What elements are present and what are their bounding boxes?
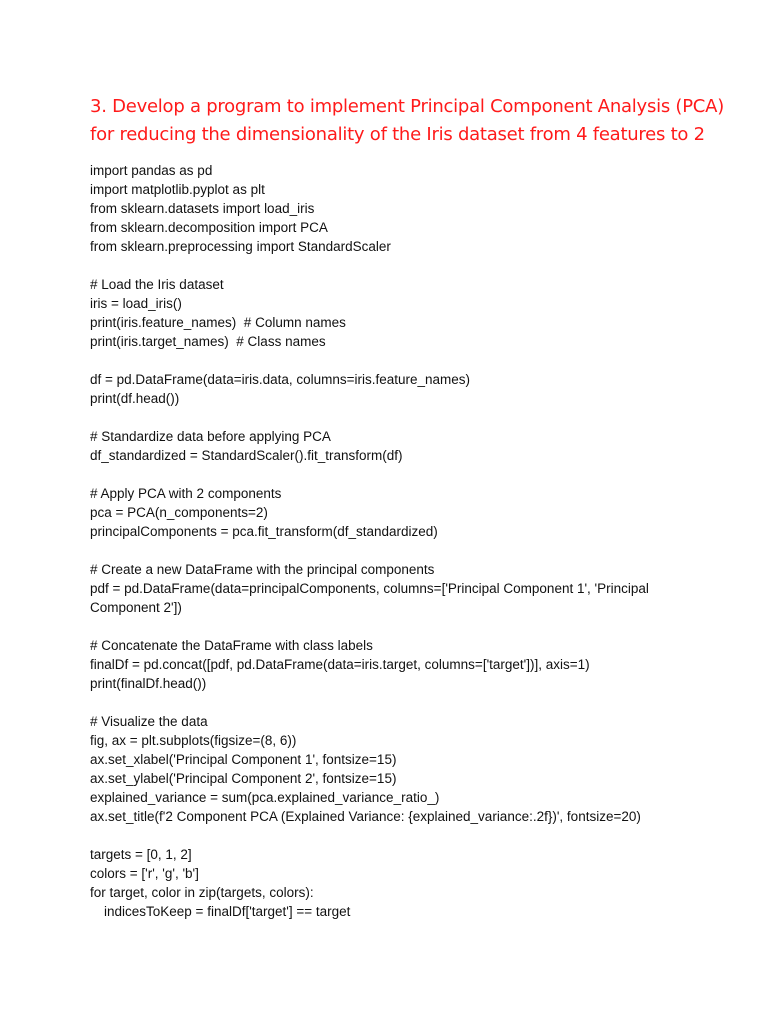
code-line: indicesToKeep = finalDf['target'] == target [104, 904, 351, 919]
code-line: print(df.head()) [90, 391, 180, 406]
heading-line: for reducing the dimensionality of the Iris dataset from 4 features to 2 [90, 124, 705, 145]
code-line: from sklearn.preprocessing import StandardScaler [90, 239, 391, 254]
code-line: df = pd.DataFrame(data=iris.data, columns=iris.feature_names) [90, 372, 471, 387]
code-comment: # Standardize data before applying PCA [90, 429, 331, 444]
code-line: print(finalDf.head()) [90, 676, 207, 691]
blank-line [90, 465, 730, 484]
code-comment: # Concatenate the DataFrame with class labels [90, 638, 373, 653]
blank-line [90, 351, 730, 370]
code-line: finalDf = pd.concat([pdf, pd.DataFrame(data=iris.target, columns=['target'])], axis=1) [90, 657, 590, 672]
code-line: Component 2']) [90, 600, 182, 615]
code-line: colors = ['r', 'g', 'b'] [90, 866, 199, 881]
code-line: ax.set_ylabel('Principal Component 2', fontsize=15) [90, 771, 397, 786]
code-line: import pandas as pd [90, 163, 213, 178]
code-line: import matplotlib.pyplot as plt [90, 182, 265, 197]
document-heading [90, 93, 730, 149]
blank-line [90, 693, 730, 712]
code-line: targets = [0, 1, 2] [90, 847, 192, 862]
blank-line [90, 256, 730, 275]
code-line: principalComponents = pca.fit_transform(df_standardized) [90, 524, 438, 539]
code-line: fig, ax = plt.subplots(figsize=(8, 6)) [90, 733, 297, 748]
blank-line [90, 408, 730, 427]
code-line: for target, color in zip(targets, colors): [90, 885, 314, 900]
blank-line [90, 617, 730, 636]
code-block [90, 161, 730, 921]
code-comment: # Create a new DataFrame with the principal components [90, 562, 435, 577]
blank-line [90, 541, 730, 560]
code-line: pca = PCA(n_components=2) [90, 505, 268, 520]
code-line: print(iris.target_names) # Class names [90, 334, 326, 349]
code-line: iris = load_iris() [90, 296, 182, 311]
blank-line [90, 826, 730, 845]
code-comment: # Apply PCA with 2 components [90, 486, 282, 501]
code-line: from sklearn.datasets import load_iris [90, 201, 315, 216]
code-line: ax.set_xlabel('Principal Component 1', fontsize=15) [90, 752, 397, 767]
code-comment: # Visualize the data [90, 714, 208, 729]
code-line: pdf = pd.DataFrame(data=principalComponents, columns=['Principal Component 1', 'Principal [90, 581, 649, 596]
heading-line: 3. Develop a program to implement Principal Component Analysis (PCA) [90, 96, 724, 117]
code-line: ax.set_title(f'2 Component PCA (Explained Variance: {explained_variance:.2f})', fontsize=20) [90, 809, 641, 824]
code-comment: # Load the Iris dataset [90, 277, 224, 292]
code-line: from sklearn.decomposition import PCA [90, 220, 328, 235]
code-line: print(iris.feature_names) # Column names [90, 315, 346, 330]
code-line: explained_variance = sum(pca.explained_variance_ratio_) [90, 790, 440, 805]
code-line: df_standardized = StandardScaler().fit_transform(df) [90, 448, 403, 463]
